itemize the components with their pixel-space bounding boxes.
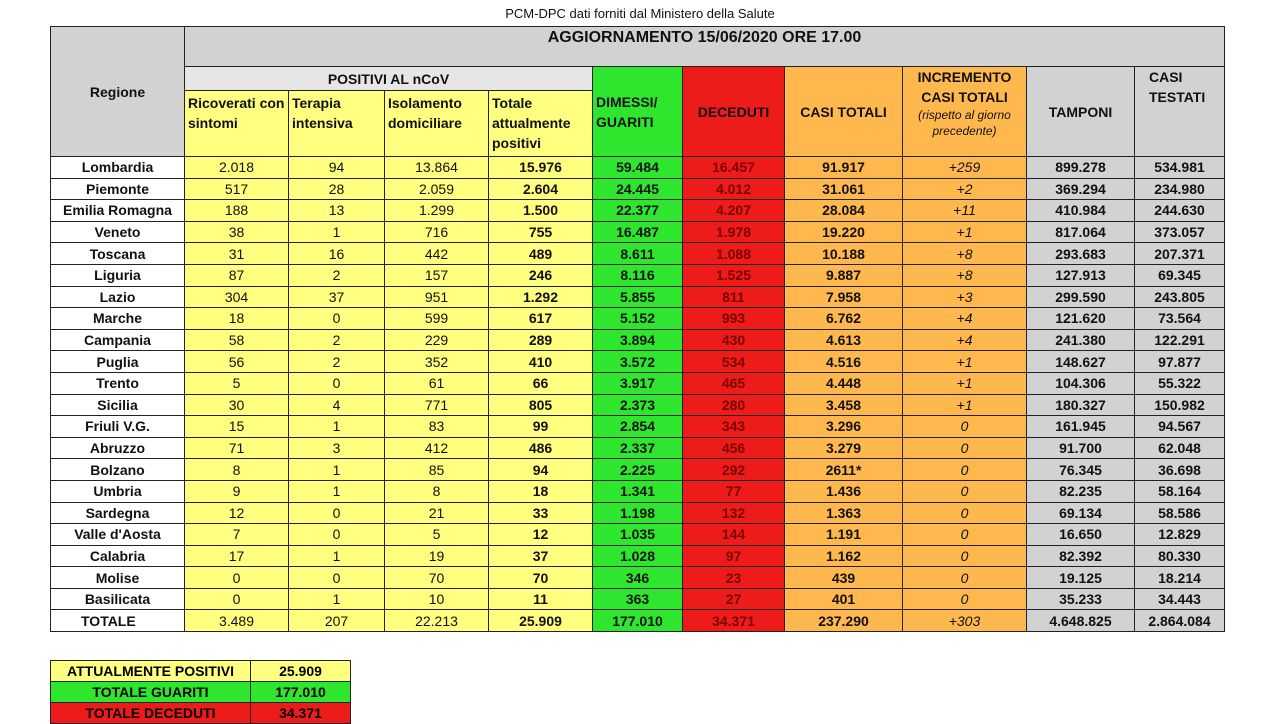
cell-deceduti: 465 <box>683 372 785 394</box>
table-row <box>51 480 1225 502</box>
cell-tamponi: 19.125 <box>1027 567 1135 589</box>
header-totale-positivi: Totale attualmente positivi <box>489 91 593 157</box>
cell-deceduti: 993 <box>683 308 785 330</box>
summary-label: ATTUALMENTE POSITIVI <box>51 661 251 682</box>
cell-totale-positivi: 805 <box>489 394 593 416</box>
cell-terapia: 94 <box>289 157 385 179</box>
cell-tamponi: 369.294 <box>1027 178 1135 200</box>
cell-incremento: +259 <box>903 157 1027 179</box>
cell-incremento: 0 <box>903 545 1027 567</box>
cell-incremento: 0 <box>903 459 1027 481</box>
cell-terapia: 207 <box>289 610 385 632</box>
cell-tamponi: 104.306 <box>1027 372 1135 394</box>
header-tamponi: TAMPONI <box>1027 67 1135 157</box>
cell-casi-totali: 3.458 <box>785 394 903 416</box>
cell-totale-positivi: 410 <box>489 351 593 373</box>
cell-casi-totali: 1.162 <box>785 545 903 567</box>
cell-dimessi: 22.377 <box>593 200 683 222</box>
cell-casi-testati: 12.829 <box>1135 524 1225 546</box>
cell-casi-totali: 91.917 <box>785 157 903 179</box>
table-row <box>51 351 1225 373</box>
cell-isolamento: 8 <box>385 480 489 502</box>
cell-casi-testati: 234.980 <box>1135 178 1225 200</box>
cell-deceduti: 534 <box>683 351 785 373</box>
cell-regione: Lombardia <box>51 157 185 179</box>
cell-tamponi: 148.627 <box>1027 351 1135 373</box>
cell-casi-totali: 10.188 <box>785 243 903 265</box>
cell-casi-totali: 4.516 <box>785 351 903 373</box>
cell-isolamento: 22.213 <box>385 610 489 632</box>
summary-value: 25.909 <box>251 661 351 682</box>
cell-totale-positivi: 246 <box>489 264 593 286</box>
cell-terapia: 0 <box>289 524 385 546</box>
cell-regione: Calabria <box>51 545 185 567</box>
table-row <box>51 394 1225 416</box>
cell-incremento: +4 <box>903 308 1027 330</box>
cell-dimessi: 3.894 <box>593 329 683 351</box>
cell-dimessi: 346 <box>593 567 683 589</box>
cell-deceduti: 132 <box>683 502 785 524</box>
cell-casi-totali: 1.436 <box>785 480 903 502</box>
cell-casi-testati: 243.805 <box>1135 286 1225 308</box>
cell-totale-positivi: 1.292 <box>489 286 593 308</box>
cell-tamponi: 4.648.825 <box>1027 610 1135 632</box>
cell-isolamento: 21 <box>385 502 489 524</box>
cell-casi-totali: 7.958 <box>785 286 903 308</box>
summary-row <box>51 682 351 703</box>
table-row <box>51 178 1225 200</box>
cell-isolamento: 412 <box>385 437 489 459</box>
cell-regione: Sardegna <box>51 502 185 524</box>
cell-ricoverati: 3.489 <box>185 610 289 632</box>
cell-isolamento: 19 <box>385 545 489 567</box>
cell-terapia: 2 <box>289 329 385 351</box>
cell-terapia: 1 <box>289 480 385 502</box>
cell-incremento: 0 <box>903 480 1027 502</box>
cell-ricoverati: 9 <box>185 480 289 502</box>
totals-row <box>51 610 1225 632</box>
cell-incremento: 0 <box>903 524 1027 546</box>
cell-isolamento: 1.299 <box>385 200 489 222</box>
cell-dimessi: 2.854 <box>593 416 683 438</box>
cell-ricoverati: 12 <box>185 502 289 524</box>
cell-terapia: 4 <box>289 394 385 416</box>
cell-tamponi: 121.620 <box>1027 308 1135 330</box>
update-title: AGGIORNAMENTO 15/06/2020 ORE 17.00 <box>185 27 1225 67</box>
cell-ricoverati: 8 <box>185 459 289 481</box>
cell-casi-testati: 373.057 <box>1135 221 1225 243</box>
cell-totale-positivi: 70 <box>489 567 593 589</box>
cell-regione: Puglia <box>51 351 185 373</box>
cell-terapia: 13 <box>289 200 385 222</box>
cell-deceduti: 280 <box>683 394 785 416</box>
table-row <box>51 308 1225 330</box>
cell-terapia: 1 <box>289 588 385 610</box>
cell-regione: Bolzano <box>51 459 185 481</box>
cell-dimessi: 1.035 <box>593 524 683 546</box>
cell-incremento: +1 <box>903 351 1027 373</box>
cell-incremento: 0 <box>903 502 1027 524</box>
table-row <box>51 286 1225 308</box>
cell-regione: Piemonte <box>51 178 185 200</box>
cell-totale-positivi: 25.909 <box>489 610 593 632</box>
cell-casi-testati: 69.345 <box>1135 264 1225 286</box>
cell-terapia: 37 <box>289 286 385 308</box>
cell-regione: Sicilia <box>51 394 185 416</box>
cell-regione: Lazio <box>51 286 185 308</box>
cell-dimessi: 59.484 <box>593 157 683 179</box>
table-row <box>51 545 1225 567</box>
cell-isolamento: 229 <box>385 329 489 351</box>
summary-row <box>51 661 351 682</box>
header-dimessi: DIMESSI/ GUARITI <box>593 67 683 157</box>
table-row <box>51 502 1225 524</box>
cell-ricoverati: 0 <box>185 567 289 589</box>
cell-incremento: +1 <box>903 221 1027 243</box>
cell-casi-testati: 150.982 <box>1135 394 1225 416</box>
cell-casi-totali: 4.448 <box>785 372 903 394</box>
cell-casi-totali: 439 <box>785 567 903 589</box>
cell-casi-totali: 4.613 <box>785 329 903 351</box>
cell-tamponi: 899.278 <box>1027 157 1135 179</box>
cell-totale-positivi: 1.500 <box>489 200 593 222</box>
cell-dimessi: 2.337 <box>593 437 683 459</box>
cell-regione: TOTALE <box>51 610 185 632</box>
cell-tamponi: 180.327 <box>1027 394 1135 416</box>
cell-casi-testati: 94.567 <box>1135 416 1225 438</box>
cell-isolamento: 599 <box>385 308 489 330</box>
header-isolamento: Isolamento domiciliare <box>385 91 489 157</box>
cell-terapia: 1 <box>289 459 385 481</box>
cell-regione: Molise <box>51 567 185 589</box>
cell-terapia: 0 <box>289 567 385 589</box>
cell-isolamento: 771 <box>385 394 489 416</box>
cell-dimessi: 1.341 <box>593 480 683 502</box>
cell-tamponi: 161.945 <box>1027 416 1135 438</box>
cell-isolamento: 61 <box>385 372 489 394</box>
cell-totale-positivi: 12 <box>489 524 593 546</box>
cell-totale-positivi: 289 <box>489 329 593 351</box>
cell-ricoverati: 517 <box>185 178 289 200</box>
cell-casi-totali: 3.296 <box>785 416 903 438</box>
cell-terapia: 3 <box>289 437 385 459</box>
cell-casi-testati: 62.048 <box>1135 437 1225 459</box>
header-positivi-group: POSITIVI AL nCoV <box>185 67 593 91</box>
header-terapia: Terapia intensiva <box>289 91 385 157</box>
cell-tamponi: 817.064 <box>1027 221 1135 243</box>
cell-ricoverati: 2.018 <box>185 157 289 179</box>
cell-totale-positivi: 94 <box>489 459 593 481</box>
summary-table <box>50 660 351 724</box>
table-row <box>51 200 1225 222</box>
cell-incremento: +4 <box>903 329 1027 351</box>
cell-isolamento: 442 <box>385 243 489 265</box>
cell-totale-positivi: 18 <box>489 480 593 502</box>
cell-terapia: 1 <box>289 545 385 567</box>
cell-totale-positivi: 37 <box>489 545 593 567</box>
cell-ricoverati: 0 <box>185 588 289 610</box>
cell-ricoverati: 38 <box>185 221 289 243</box>
cell-casi-testati: 34.443 <box>1135 588 1225 610</box>
cell-casi-totali: 1.363 <box>785 502 903 524</box>
cell-casi-totali: 19.220 <box>785 221 903 243</box>
cell-isolamento: 352 <box>385 351 489 373</box>
cell-dimessi: 2.373 <box>593 394 683 416</box>
cell-casi-testati: 207.371 <box>1135 243 1225 265</box>
cell-deceduti: 27 <box>683 588 785 610</box>
cell-regione: Toscana <box>51 243 185 265</box>
cell-terapia: 0 <box>289 502 385 524</box>
cell-deceduti: 4.207 <box>683 200 785 222</box>
table-row <box>51 437 1225 459</box>
cell-ricoverati: 17 <box>185 545 289 567</box>
cell-casi-testati: 73.564 <box>1135 308 1225 330</box>
cell-dimessi: 8.611 <box>593 243 683 265</box>
cell-regione: Marche <box>51 308 185 330</box>
cell-incremento: 0 <box>903 437 1027 459</box>
cell-deceduti: 77 <box>683 480 785 502</box>
cell-regione: Umbria <box>51 480 185 502</box>
cell-incremento: +1 <box>903 372 1027 394</box>
cell-dimessi: 16.487 <box>593 221 683 243</box>
cell-totale-positivi: 99 <box>489 416 593 438</box>
table-row <box>51 243 1225 265</box>
cell-casi-testati: 534.981 <box>1135 157 1225 179</box>
table-row <box>51 567 1225 589</box>
summary-label: TOTALE DECEDUTI <box>51 703 251 724</box>
table-row <box>51 264 1225 286</box>
cell-totale-positivi: 2.604 <box>489 178 593 200</box>
cell-deceduti: 456 <box>683 437 785 459</box>
cell-isolamento: 5 <box>385 524 489 546</box>
cell-terapia: 28 <box>289 178 385 200</box>
cell-tamponi: 82.392 <box>1027 545 1135 567</box>
cell-ricoverati: 5 <box>185 372 289 394</box>
cell-casi-testati: 55.322 <box>1135 372 1225 394</box>
cell-casi-testati: 18.214 <box>1135 567 1225 589</box>
header-casi-testati: CASI TESTATI <box>1135 67 1225 157</box>
cell-ricoverati: 71 <box>185 437 289 459</box>
cell-casi-testati: 244.630 <box>1135 200 1225 222</box>
cell-dimessi: 363 <box>593 588 683 610</box>
cell-incremento: +2 <box>903 178 1027 200</box>
cell-regione: Liguria <box>51 264 185 286</box>
cell-casi-testati: 80.330 <box>1135 545 1225 567</box>
cell-totale-positivi: 11 <box>489 588 593 610</box>
summary-row <box>51 703 351 724</box>
cell-ricoverati: 15 <box>185 416 289 438</box>
cell-deceduti: 23 <box>683 567 785 589</box>
table-row <box>51 372 1225 394</box>
table-row <box>51 459 1225 481</box>
cell-terapia: 0 <box>289 372 385 394</box>
table-row <box>51 329 1225 351</box>
cell-deceduti: 430 <box>683 329 785 351</box>
cell-isolamento: 83 <box>385 416 489 438</box>
cell-incremento: +1 <box>903 394 1027 416</box>
cell-totale-positivi: 617 <box>489 308 593 330</box>
table-row <box>51 157 1225 179</box>
cell-isolamento: 2.059 <box>385 178 489 200</box>
cell-deceduti: 1.978 <box>683 221 785 243</box>
header-deceduti: DECEDUTI <box>683 67 785 157</box>
cell-casi-totali: 31.061 <box>785 178 903 200</box>
cell-isolamento: 716 <box>385 221 489 243</box>
cell-casi-testati: 97.877 <box>1135 351 1225 373</box>
cell-casi-totali: 237.290 <box>785 610 903 632</box>
cell-terapia: 0 <box>289 308 385 330</box>
cell-isolamento: 70 <box>385 567 489 589</box>
cell-casi-totali: 2611* <box>785 459 903 481</box>
cell-tamponi: 69.134 <box>1027 502 1135 524</box>
cell-totale-positivi: 33 <box>489 502 593 524</box>
summary-value: 34.371 <box>251 703 351 724</box>
cell-totale-positivi: 489 <box>489 243 593 265</box>
cell-tamponi: 35.233 <box>1027 588 1135 610</box>
cell-totale-positivi: 15.976 <box>489 157 593 179</box>
cell-isolamento: 13.864 <box>385 157 489 179</box>
cell-ricoverati: 31 <box>185 243 289 265</box>
cell-totale-positivi: 486 <box>489 437 593 459</box>
cell-ricoverati: 30 <box>185 394 289 416</box>
source-title: PCM-DPC dati forniti dal Ministero della Salute <box>505 6 775 21</box>
cell-casi-totali: 28.084 <box>785 200 903 222</box>
cell-isolamento: 10 <box>385 588 489 610</box>
cell-incremento: 0 <box>903 567 1027 589</box>
cell-deceduti: 4.012 <box>683 178 785 200</box>
header-incremento <box>903 67 1027 157</box>
cell-regione: Valle d'Aosta <box>51 524 185 546</box>
cell-terapia: 2 <box>289 264 385 286</box>
cell-casi-testati: 58.586 <box>1135 502 1225 524</box>
cell-incremento: 0 <box>903 416 1027 438</box>
table-row <box>51 588 1225 610</box>
table-row <box>51 221 1225 243</box>
cell-casi-totali: 3.279 <box>785 437 903 459</box>
cell-deceduti: 1.525 <box>683 264 785 286</box>
cell-dimessi: 1.028 <box>593 545 683 567</box>
cell-casi-testati: 2.864.084 <box>1135 610 1225 632</box>
cell-dimessi: 2.225 <box>593 459 683 481</box>
cell-casi-totali: 9.887 <box>785 264 903 286</box>
table-row <box>51 524 1225 546</box>
cell-casi-testati: 122.291 <box>1135 329 1225 351</box>
cell-incremento: +3 <box>903 286 1027 308</box>
header-ricoverati: Ricoverati con sintomi <box>185 91 289 157</box>
cell-dimessi: 3.572 <box>593 351 683 373</box>
cell-ricoverati: 18 <box>185 308 289 330</box>
header-incremento-note: (rispetto al giorno precedente) <box>918 108 1011 138</box>
cell-deceduti: 811 <box>683 286 785 308</box>
cell-dimessi: 5.152 <box>593 308 683 330</box>
header-incremento-label: INCREMENTO CASI TOTALI <box>917 69 1012 105</box>
cell-dimessi: 8.116 <box>593 264 683 286</box>
cell-regione: Friuli V.G. <box>51 416 185 438</box>
cell-ricoverati: 304 <box>185 286 289 308</box>
cell-tamponi: 293.683 <box>1027 243 1135 265</box>
cell-deceduti: 292 <box>683 459 785 481</box>
cell-casi-testati: 36.698 <box>1135 459 1225 481</box>
cell-totale-positivi: 66 <box>489 372 593 394</box>
cell-incremento: +303 <box>903 610 1027 632</box>
cell-terapia: 1 <box>289 221 385 243</box>
cell-deceduti: 34.371 <box>683 610 785 632</box>
cell-tamponi: 299.590 <box>1027 286 1135 308</box>
cell-tamponi: 410.984 <box>1027 200 1135 222</box>
summary-label: TOTALE GUARITI <box>51 682 251 703</box>
cell-casi-totali: 6.762 <box>785 308 903 330</box>
cell-incremento: +8 <box>903 243 1027 265</box>
cell-ricoverati: 56 <box>185 351 289 373</box>
cell-ricoverati: 87 <box>185 264 289 286</box>
header-regione: Regione <box>51 27 185 157</box>
cell-terapia: 16 <box>289 243 385 265</box>
header-casi-totali: CASI TOTALI <box>785 67 903 157</box>
cell-deceduti: 1.088 <box>683 243 785 265</box>
cell-tamponi: 91.700 <box>1027 437 1135 459</box>
cell-dimessi: 1.198 <box>593 502 683 524</box>
cell-dimessi: 3.917 <box>593 372 683 394</box>
cell-incremento: 0 <box>903 588 1027 610</box>
cell-regione: Trento <box>51 372 185 394</box>
cell-deceduti: 16.457 <box>683 157 785 179</box>
cell-casi-totali: 401 <box>785 588 903 610</box>
cell-isolamento: 157 <box>385 264 489 286</box>
cell-tamponi: 241.380 <box>1027 329 1135 351</box>
cell-tamponi: 16.650 <box>1027 524 1135 546</box>
cell-ricoverati: 7 <box>185 524 289 546</box>
cell-incremento: +8 <box>903 264 1027 286</box>
cell-regione: Emilia Romagna <box>51 200 185 222</box>
cell-terapia: 1 <box>289 416 385 438</box>
cell-casi-totali: 1.191 <box>785 524 903 546</box>
cell-dimessi: 177.010 <box>593 610 683 632</box>
cell-totale-positivi: 755 <box>489 221 593 243</box>
cell-dimessi: 24.445 <box>593 178 683 200</box>
cell-regione: Veneto <box>51 221 185 243</box>
cell-regione: Basilicata <box>51 588 185 610</box>
cell-ricoverati: 188 <box>185 200 289 222</box>
cell-casi-testati: 58.164 <box>1135 480 1225 502</box>
covid-regions-table <box>50 26 1225 632</box>
cell-deceduti: 144 <box>683 524 785 546</box>
cell-ricoverati: 58 <box>185 329 289 351</box>
cell-isolamento: 85 <box>385 459 489 481</box>
cell-regione: Abruzzo <box>51 437 185 459</box>
summary-value: 177.010 <box>251 682 351 703</box>
cell-terapia: 2 <box>289 351 385 373</box>
cell-dimessi: 5.855 <box>593 286 683 308</box>
cell-deceduti: 343 <box>683 416 785 438</box>
table-row <box>51 416 1225 438</box>
cell-deceduti: 97 <box>683 545 785 567</box>
cell-tamponi: 127.913 <box>1027 264 1135 286</box>
cell-incremento: +11 <box>903 200 1027 222</box>
cell-isolamento: 951 <box>385 286 489 308</box>
cell-tamponi: 82.235 <box>1027 480 1135 502</box>
cell-regione: Campania <box>51 329 185 351</box>
cell-tamponi: 76.345 <box>1027 459 1135 481</box>
